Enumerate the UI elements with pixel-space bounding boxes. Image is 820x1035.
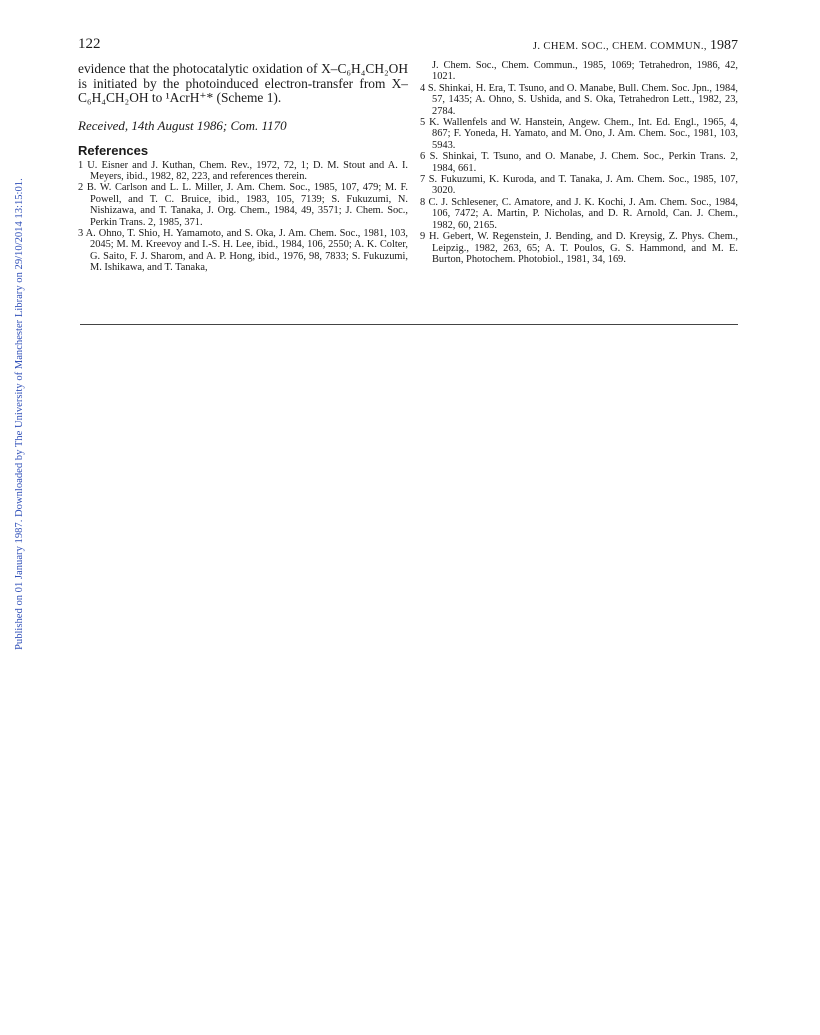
reference-item: 1 U. Eisner and J. Kuthan, Chem. Rev., 1972, 72, 1; D. M. Stout and A. I. Meyers, ibid., 1982, 82, 223, and references therein. xyxy=(78,159,408,182)
received-line: Received, 14th August 1986; Com. 1170 xyxy=(78,117,287,133)
journal-name: J. CHEM. SOC., CHEM. COMMUN., xyxy=(532,41,707,52)
page-number: 122 xyxy=(78,36,101,52)
download-watermark xyxy=(0,0,26,660)
watermark-text: Published on 01 January 1987. Downloaded by The University of Manchester Library on 29/10/2014 13:15:01. xyxy=(14,178,25,650)
reference-item: 4 S. Shinkai, H. Era, T. Tsuno, and O. Manabe, Bull. Chem. Soc. Jpn., 1984, 57, 1435; A. Ohno, S. Ushida, and S. Oka, Tetrahedron Lett., 1982, 23, 2784. xyxy=(420,82,738,117)
divider-rule xyxy=(80,324,738,325)
references-heading: References xyxy=(78,142,149,158)
reference-item: 2 B. W. Carlson and L. L. Miller, J. Am. Chem. Soc., 1985, 107, 479; M. F. Powell, and T. C. Bruice, ibid., 1983, 105, 7139; S. Fukuzumi, N. Nishizawa, and T. Tanaka, J. Org. Chem., 1984, 49, 3571; J. Chem. Soc., Perkin Trans. 2, 1985, 371. xyxy=(78,182,408,228)
body-paragraph: evidence that the photocatalytic oxidation of X–C₆H₄CH₂OH is initiated by the photoinduced electron-transfer from X–C₆H₄CH₂OH to ¹AcrH⁺* (Scheme 1). xyxy=(78,61,408,105)
running-head xyxy=(533,38,738,54)
reference-item: 5 K. Wallenfels and W. Hanstein, Angew. Chem., Int. Ed. Engl., 1965, 4, 867; F. Yoneda, H. Yamato, and M. Ono, J. Am. Chem. Soc., 1981, 103, 5943. xyxy=(420,117,738,151)
reference-item: 7 S. Fukuzumi, K. Kuroda, and T. Tanaka, J. Am. Chem. Soc., 1985, 107, 3020. xyxy=(420,174,738,197)
reference-continuation: J. Chem. Soc., Chem. Commun., 1985, 1069; Tetrahedron, 1986, 42, 1021. xyxy=(432,60,738,83)
reference-item: 3 A. Ohno, T. Shio, H. Yamamoto, and S. Oka, J. Am. Chem. Soc., 1981, 103, 2045; M. M. Kreevoy and I.-S. H. Lee, ibid., 1984, 106, 2550; A. K. Colter, G. Saito, F. J. Sharom, and A. P. Hong, ibid., 1976, 98, 7833; S. Fukuzumi, M. Ishikawa, and T. Tanaka, xyxy=(78,227,408,274)
reference-item: 6 S. Shinkai, T. Tsuno, and O. Manabe, J. Chem. Soc., Perkin Trans. 2, 1984, 661. xyxy=(420,151,738,174)
reference-item: 8 C. J. Schlesener, C. Amatore, and J. K. Kochi, J. Am. Chem. Soc., 1984, 106, 7472; A. Martin, P. Nicholas, and D. R. Arnold, Can. J. Chem., 1982, 60, 2165. xyxy=(420,196,738,231)
right-column xyxy=(420,60,738,265)
left-column xyxy=(78,62,408,274)
journal-year: 1987 xyxy=(710,38,738,53)
reference-item: 9 H. Gebert, W. Regenstein, J. Bending, and D. Kreysig, Z. Phys. Chem., Leipzig., 1982, 263, 65; A. T. Poulos, G. S. Hammond, and M. E. Burton, Photochem. Photobiol., 1981, 34, 169. xyxy=(420,231,738,265)
